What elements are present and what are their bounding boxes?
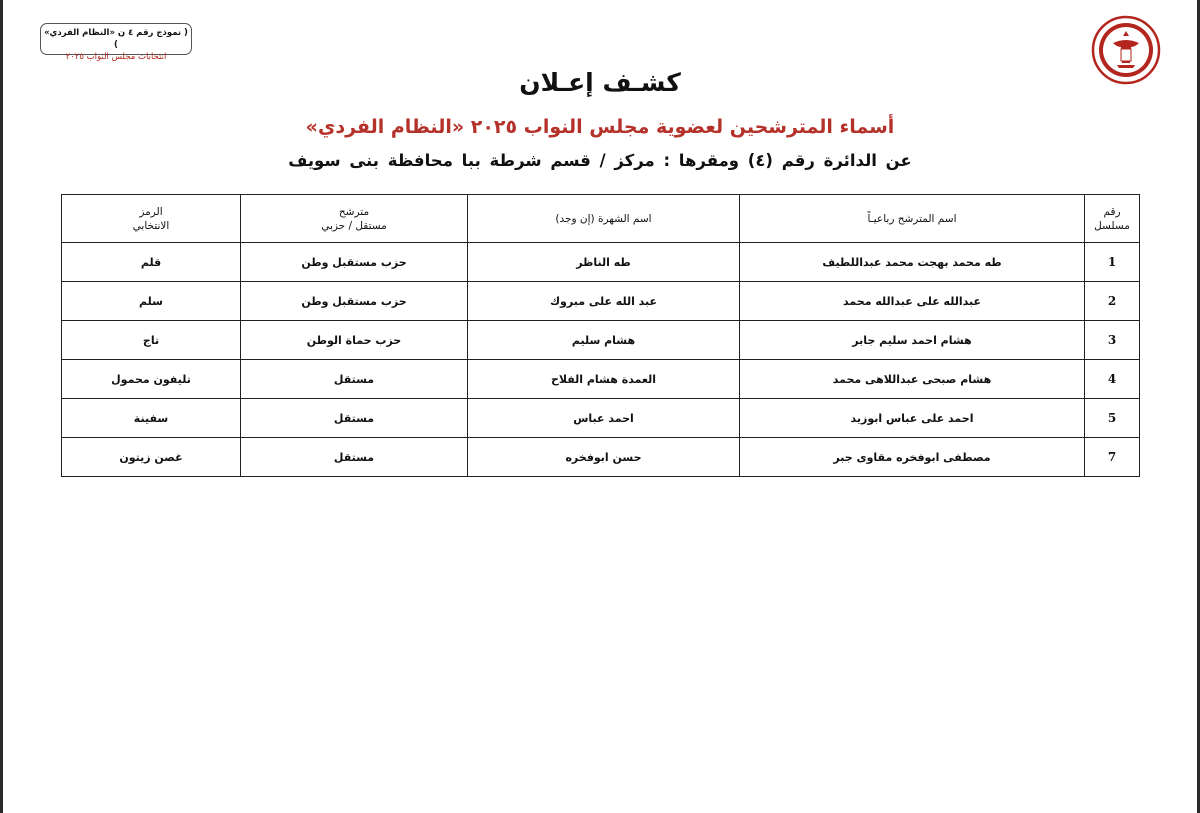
- header-affiliation: مترشح مستقل / حزبي: [241, 195, 468, 243]
- candidate-name-cell: عبدالله على عبدالله محمد: [740, 282, 1085, 321]
- candidate-name-cell: هشام احمد سليم جابر: [740, 321, 1085, 360]
- nickname-cell: العمدة هشام الفلاح: [468, 360, 740, 399]
- table-row: [62, 243, 1140, 282]
- page-subtitle: أسماء المترشحين لعضوية مجلس النواب ٢٠٢٥ «النظام الفردي»: [305, 116, 895, 138]
- symbol-cell: تليفون محمول: [62, 360, 241, 399]
- symbol-cell: سلم: [62, 282, 241, 321]
- serial-cell: 3: [1085, 321, 1140, 360]
- affiliation-cell: مستقل: [241, 399, 468, 438]
- serial-cell: 4: [1085, 360, 1140, 399]
- symbol-cell: تاج: [62, 321, 241, 360]
- nickname-cell: احمد عباس: [468, 399, 740, 438]
- form-number-label: ( نموذج رقم ٤ ن «النظام الفردي» ): [44, 28, 188, 50]
- affiliation-cell: مستقل: [241, 438, 468, 477]
- table-row: [62, 282, 1140, 321]
- header-nickname: اسم الشهرة (إن وجد): [468, 195, 740, 243]
- table-row: [62, 438, 1140, 477]
- symbol-cell: غصن زيتون: [62, 438, 241, 477]
- affiliation-cell: حزب مستقبل وطن: [241, 243, 468, 282]
- nickname-cell: عبد الله على مبروك: [468, 282, 740, 321]
- election-label: انتخابات مجلس النواب ٢٠٢٥: [65, 52, 167, 62]
- candidates-table: [61, 194, 1140, 477]
- affiliation-cell: مستقل: [241, 360, 468, 399]
- serial-cell: 2: [1085, 282, 1140, 321]
- header-serial: رقم مسلسل: [1085, 195, 1140, 243]
- symbol-cell: سفينة: [62, 399, 241, 438]
- table-row: [62, 360, 1140, 399]
- serial-cell: 1: [1085, 243, 1140, 282]
- table-row: [62, 399, 1140, 438]
- nickname-cell: طه الناظر: [468, 243, 740, 282]
- nickname-cell: هشام سليم: [468, 321, 740, 360]
- candidate-name-cell: احمد على عباس ابوزيد: [740, 399, 1085, 438]
- header-name: اسم المترشح رباعيـاً: [740, 195, 1085, 243]
- header-symbol: الرمز الانتخابي: [62, 195, 241, 243]
- affiliation-cell: حزب حماة الوطن: [241, 321, 468, 360]
- affiliation-cell: حزب مستقبل وطن: [241, 282, 468, 321]
- symbol-cell: قلم: [62, 243, 241, 282]
- table-header-row: [62, 195, 1140, 243]
- form-number-box: [40, 23, 192, 62]
- serial-cell: 5: [1085, 399, 1140, 438]
- page-title: كشـف إعـلان: [519, 68, 681, 97]
- candidate-name-cell: هشام صبحى عبداللاهى محمد: [740, 360, 1085, 399]
- nickname-cell: حسن ابوفخره: [468, 438, 740, 477]
- table-row: [62, 321, 1140, 360]
- district-info: عن الدائرة رقم (٤) ومقرها : مركز / قسم شرطة ببا محافظة بنى سويف: [288, 151, 912, 170]
- serial-cell: 7: [1085, 438, 1140, 477]
- candidate-name-cell: مصطفى ابوفخره مقاوى جبر: [740, 438, 1085, 477]
- candidate-name-cell: طه محمد بهجت محمد عبداللطيف: [740, 243, 1085, 282]
